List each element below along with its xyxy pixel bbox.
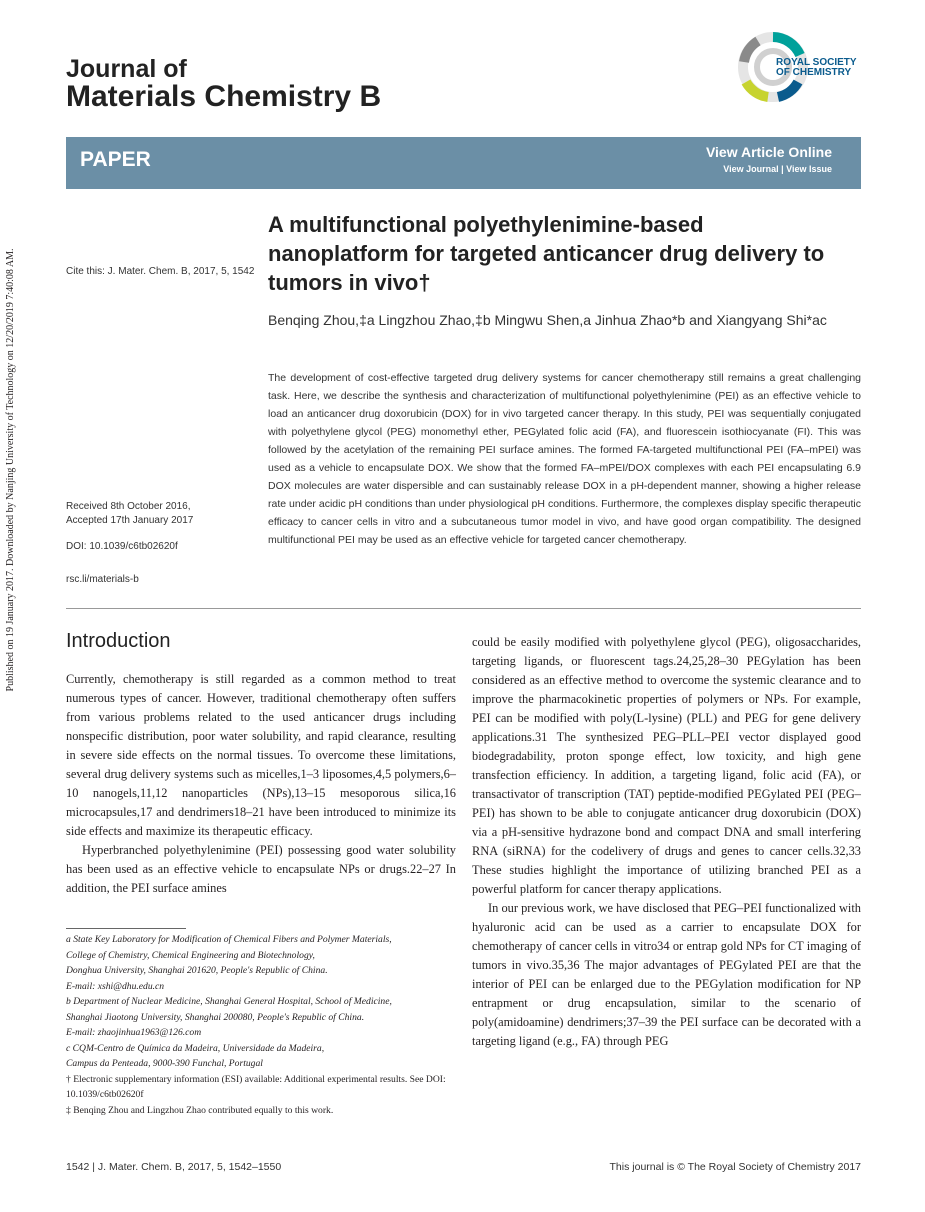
footnote-affiliation-c2: Campus da Penteada, 9000-390 Funchal, Portugal — [66, 1058, 263, 1069]
received-date: Received 8th October 2016, — [66, 501, 191, 512]
section-heading-introduction: Introduction — [66, 630, 171, 652]
body-column-right — [472, 633, 861, 1051]
intro-paragraph-3: could be easily modified with polyethylene glycol (PEG), oligosaccharides, targeting ligands, or fluorescent tags.24,25,28–30 PEGylation has been considered as an effective method to overcome the systemic clearance and to improve the pharmacokinetic properties of polymers or NPs. For example, PEI can be modified with poly(L-lysine) (PLL) and PEG for gene delivery applications.31 The synthesized PEG–PLL–PEI vector displayed good biodegradability, proton sponge effect, low toxicity, and high gene transfection efficiency. In addition, a targeting ligand, folic acid (FA), or transactivator of transcription (TAT) peptide-modified PEGylated PEI (PEG–PEI) has shown to be able to conjugate anticancer drug doxorubicin (DOX) via a pH-sensitive hydrazone bond and compact DNA and small interfering RNA (siRNA) for the codelivery of drugs and genes to cancer cells.32,33 These studies highlight the importance of utilizing branched PEI as a powerful platform for cancer therapy applications. — [472, 635, 861, 896]
footnotes — [66, 932, 456, 1118]
view-journal-issue-links[interactable]: View Journal | View Issue — [723, 164, 832, 174]
doi: DOI: 10.1039/c6tb02620f — [66, 541, 178, 552]
footnote-email-a: E-mail: xshi@dhu.edu.cn — [66, 980, 165, 992]
footnote-affiliation-b1: b Department of Nuclear Medicine, Shanghai General Hospital, School of Medicine, — [66, 996, 392, 1007]
page-footer-copyright: This journal is © The Royal Society of Chemistry 2017 — [609, 1161, 861, 1173]
section-divider — [66, 608, 861, 609]
intro-paragraph-1: Currently, chemotherapy is still regarded as a common method to treat numerous types of cancer. However, traditional chemotherapy often suffers from various problems related to the used anticancer drugs including nonspecific distribution, poor water solubility, and rapid clearance, resulting in severe side effects on the normal tissues. To overcome these limitations, several drug delivery systems such as micelles,1–3 liposomes,4,5 polymers,6–10 nanogels,11,12 nanoparticles (NPs),13–15 mesoporous silica,16 microcapsules,17 and dendrimers18–21 have been introduced to minimize its side effects and maximize its therapeutic efficacy. — [66, 672, 456, 838]
footnote-affiliation-a3: Donghua University, Shanghai 201620, People's Republic of China. — [66, 965, 328, 976]
body-column-left — [66, 670, 456, 898]
footnote-email-b: E-mail: zhaojinhua1963@126.com — [66, 1027, 202, 1038]
abstract: The development of cost-effective targeted drug delivery systems for cancer chemotherapy still remains a great challenging task. Here, we describe the synthesis and characterization of multifunctional polyethylenimine (PEI) as an effective vehicle to load an anticancer drug doxorubicin (DOX) for in vivo targeted cancer therapy. In this study, PEI was sequentially conjugated with polyethylene glycol (PEG) monomethyl ether, PEGylated folic acid (FA), and fluorescein isothiocyanate (FI). This was followed by the acetylation of the remaining PEI surface amines. The formed FA-targeted multifunctional PEI (FA–mPEI) was used as a vehicle to encapsulate DOX. We show that the formed FA–mPEI/DOX complexes with each PEI encapsulating 6.9 DOX molecules are water dispersible and can sustainably release DOX in a pH-dependent manner, showing a higher release rate under acidic pH conditions than under physiological pH conditions. Furthermore, the complexes display specific therapeutic efficacy to cancer cells in vitro and a subcutaneous tumor model in vivo, and have good organ compatibility. The designed multifunctional PEI may be used as an effective vehicle for targeted cancer chemotherapy. — [268, 372, 861, 546]
page-footer-citation: 1542 | J. Mater. Chem. B, 2017, 5, 1542–1550 — [66, 1161, 282, 1173]
journal-link[interactable]: rsc.li/materials-b — [66, 574, 139, 585]
rsc-logo-text: ROYAL SOCIETY OF CHEMISTRY — [776, 57, 857, 78]
journal-name-line2: Materials Chemistry B — [66, 80, 382, 113]
accepted-date: Accepted 17th January 2017 — [66, 515, 194, 526]
footnote-esi: † Electronic supplementary information (ESI) available: Additional experimental results. See DOI: 10.1039/c6tb02620f — [66, 1073, 446, 1100]
paper-type-label: PAPER — [80, 148, 151, 171]
footnote-affiliation-c1: c CQM-Centro de Química da Madeira, Universidade da Madeira, — [66, 1042, 325, 1054]
received-dates — [66, 500, 256, 528]
article-title: A multifunctional polyethylenimine-based nanoplatform for targeted anticancer drug delivery to tumors in vivo† — [268, 212, 825, 295]
citation-info: Cite this: J. Mater. Chem. B, 2017, 5, 1542 — [66, 266, 255, 277]
intro-paragraph-4: In our previous work, we have disclosed that PEG–PEI functionalized with hyaluronic acid can be used as a carrier to encapsulate DOX for chemotherapy of cancer cells in vitro34 or entrap gold NPs for CT imaging of tumors in vivo.35,36 The major advantages of PEGylated PEI are that the interior of PEI can be enlarged due to the PEGylation modification for NP entrapment or drug encapsulation, similar to the scenario of poly(amidoamine) dendrimers;37–39 the PEI surface can be decorated with a targeting ligand (e.g., FA) through PEG — [472, 901, 861, 1048]
view-article-online-link[interactable]: View Article Online — [705, 144, 832, 160]
footnote-affiliation-b2: Shanghai Jiaotong University, Shanghai 200080, People's Republic of China. — [66, 1011, 365, 1023]
footnote-equal-contribution: ‡ Benqing Zhou and Lingzhou Zhao contributed equally to this work. — [66, 1104, 334, 1116]
journal-name-line1: Journal of — [66, 55, 187, 83]
footnote-divider — [66, 928, 186, 929]
footnote-affiliation-a1: a State Key Laboratory for Modification of Chemical Fibers and Polymer Materials, — [66, 934, 392, 945]
intro-paragraph-2: Hyperbranched polyethylenimine (PEI) possessing good water solubility has been used as an effective vehicle to encapsulate NPs or drugs.22–27 In addition, the PEI surface amines — [66, 843, 456, 895]
author-list: Benqing Zhou,‡a Lingzhou Zhao,‡b Mingwu Shen,a Jinhua Zhao*b and Xiangyang Shi*ac — [268, 312, 827, 328]
download-note: Published on 19 January 2017. Downloaded by Nanjing University of Technology on 12/20/2019 7:40:08 AM. — [5, 248, 16, 692]
footnote-affiliation-a2: College of Chemistry, Chemical Engineering and Biotechnology, — [66, 949, 315, 961]
